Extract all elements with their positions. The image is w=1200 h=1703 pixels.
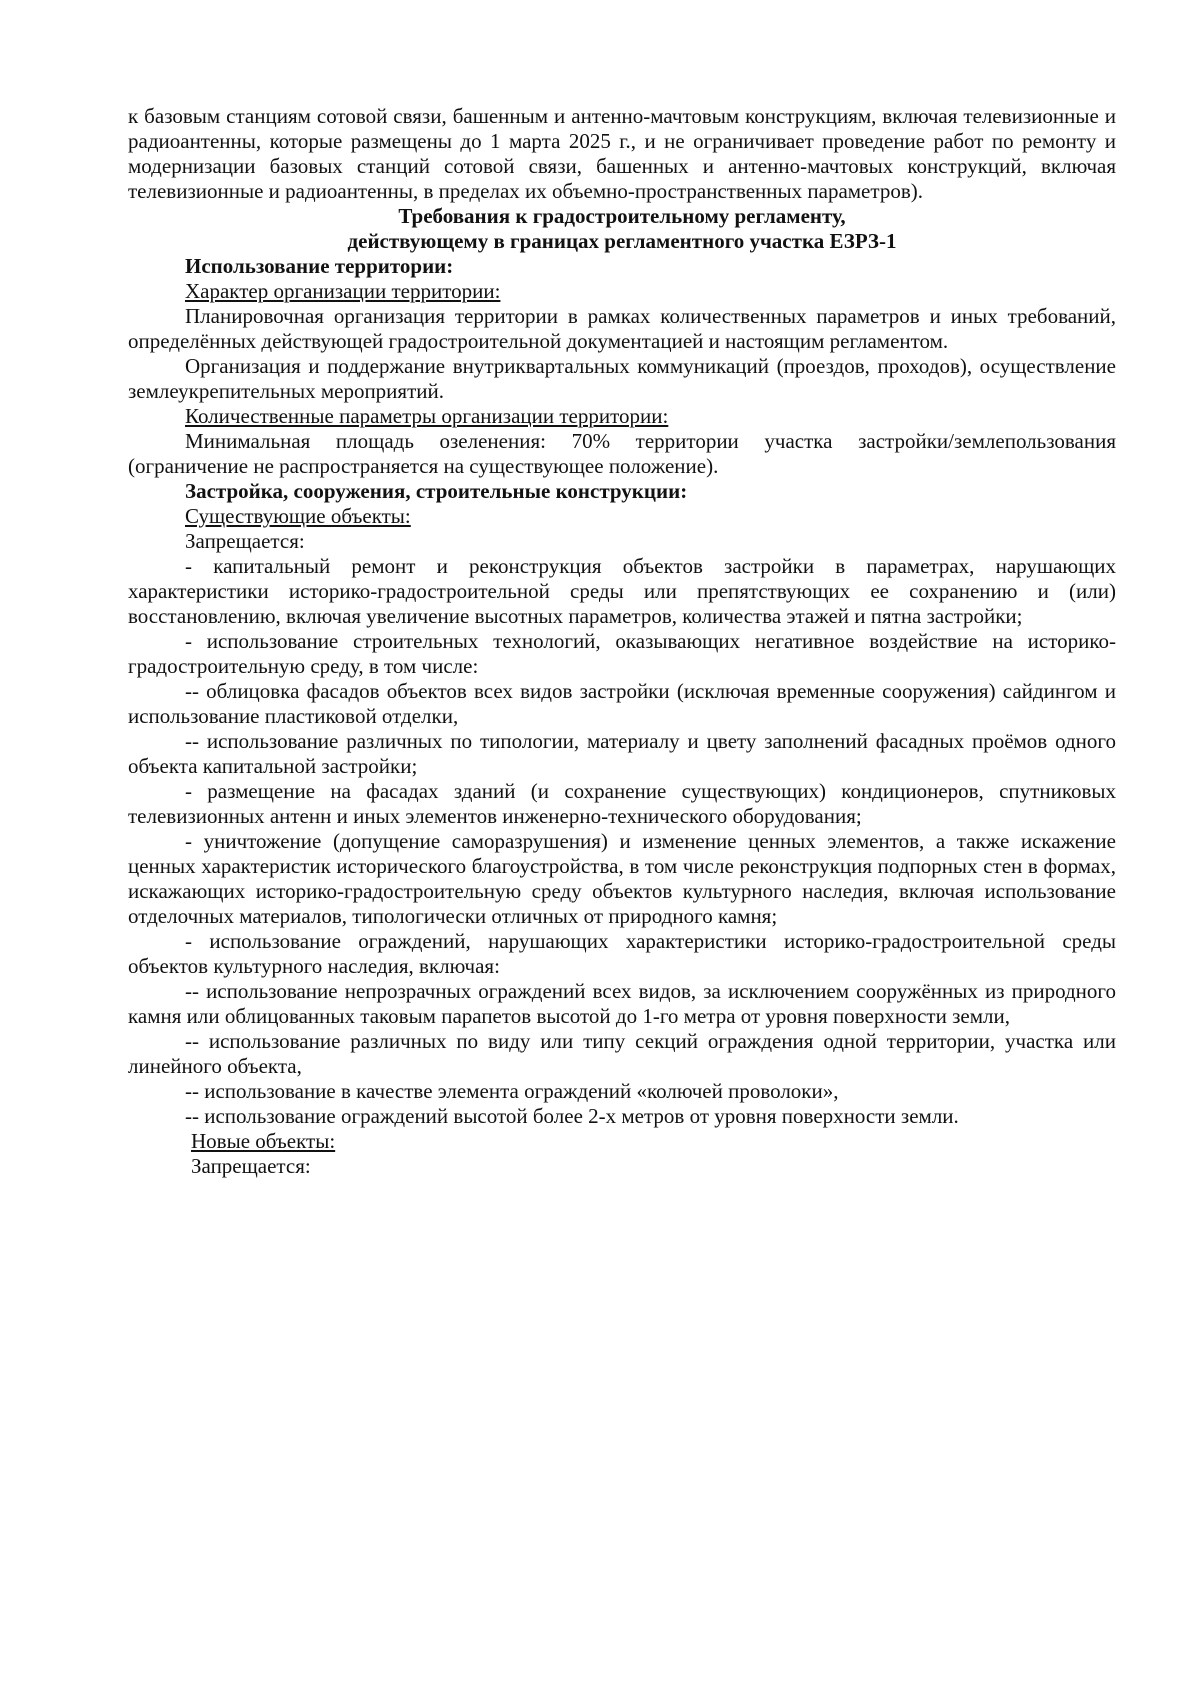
org-character-title: Характер организации территории:: [185, 279, 501, 303]
section-heading-line-1: Требования к градостроительному регламенту,: [398, 204, 846, 228]
org-character-paragraph-1: Планировочная организация территории в рамках количественных параметров и иных требований, определённых действующей градостроительной документацией и настоящим регламентом.: [128, 304, 1116, 353]
list-item: - использование ограждений, нарушающих характеристики историко-градостроительной среды объектов культурного наследия, включая:: [128, 929, 1116, 978]
new-objects-title: Новые объекты:: [191, 1129, 336, 1153]
existing-objects-title: Существующие объекты:: [185, 504, 411, 528]
territory-use-title: Использование территории:: [185, 254, 454, 278]
buildings-title: Застройка, сооружения, строительные конструкции:: [185, 479, 688, 503]
quantitative-params-title: Количественные параметры организации территории:: [185, 404, 669, 428]
list-item: - капитальный ремонт и реконструкция объектов застройки в параметрах, нарушающих характеристики историко-градостроительной среды или препятствующих ее сохранению и (или) восстановлению, включая увеличение высотных параметров, количества этажей и пятна застройки;: [128, 554, 1116, 628]
quantitative-params-paragraph: Минимальная площадь озеленения: 70% территории участка застройки/землепользования (ограничение не распространяется на существующее положение).: [128, 429, 1116, 478]
list-item: - использование строительных технологий, оказывающих негативное воздействие на историко-градостроительную среду, в том числе:: [128, 629, 1116, 678]
list-item: -- использование в качестве элемента ограждений «колючей проволоки»,: [185, 1079, 839, 1103]
list-item: -- использование ограждений высотой более 2-х метров от уровня поверхности земли.: [185, 1104, 959, 1128]
new-prohibited-label: Запрещается:: [191, 1154, 311, 1178]
list-item: - размещение на фасадах зданий (и сохранение существующих) кондиционеров, спутниковых телевизионных антенн и иных элементов инженерно-технического оборудования;: [128, 779, 1116, 828]
org-character-paragraph-2: Организация и поддержание внутриквартальных коммуникаций (проездов, проходов), осуществление землеукрепительных мероприятий.: [128, 354, 1116, 403]
list-item: - уничтожение (допущение саморазрушения) и изменение ценных элементов, а также искажение ценных характеристик исторического благоустройства, в том числе реконструкция подпорных стен в формах, искажающих историко-градостроительную среду объектов культурного наследия, включая использование отделочных материалов, типологически отличных от природного камня;: [128, 829, 1116, 928]
prohibited-label: Запрещается:: [185, 529, 305, 553]
list-item: -- использование различных по типологии, материалу и цвету заполнений фасадных проёмов одного объекта капитальной застройки;: [128, 729, 1116, 778]
intro-paragraph: к базовым станциям сотовой связи, башенным и антенно-мачтовым конструкциям, включая телевизионные и радиоантенны, которые размещены до 1 марта 2025 г., и не ограничивает проведение работ по ремонту и модернизации базовых станций сотовой связи, башенных и антенно-мачтовых конструкций, включая телевизионные и радиоантенны, в пределах их объемно-пространственных параметров).: [128, 104, 1116, 203]
list-item: -- использование различных по виду или типу секций ограждения одной территории, участка или линейного объекта,: [128, 1029, 1116, 1078]
list-item: -- использование непрозрачных ограждений всех видов, за исключением сооружённых из природного камня или облицованных таковым парапетов высотой до 1-го метра от уровня поверхности земли,: [128, 979, 1116, 1028]
section-heading-line-2: действующему в границах регламентного участка ЕЗРЗ-1: [347, 229, 897, 253]
document-page: [128, 104, 1116, 1179]
list-item: -- облицовка фасадов объектов всех видов застройки (исключая временные сооружения) сайдингом и использование пластиковой отделки,: [128, 679, 1116, 728]
